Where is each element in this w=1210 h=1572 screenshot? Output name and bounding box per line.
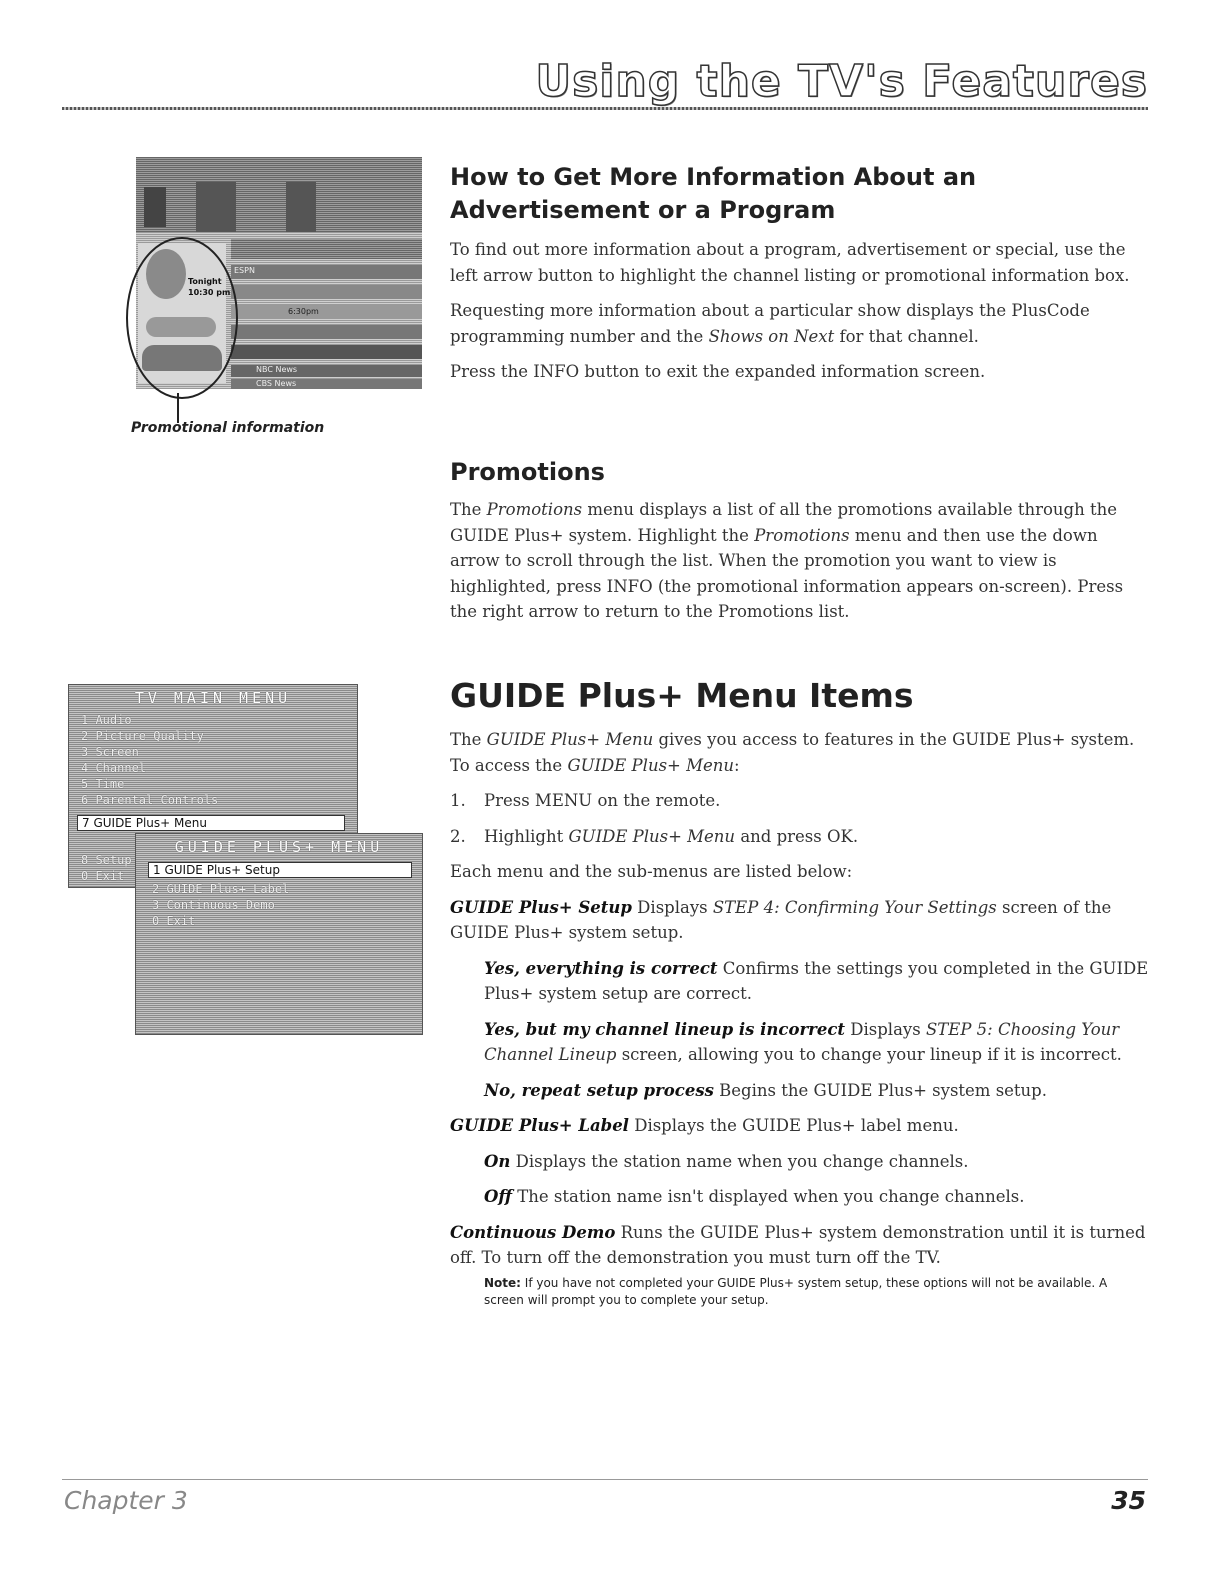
steps-list: [450, 788, 1150, 849]
menu-item: 0 Exit: [152, 914, 196, 928]
text: The: [450, 730, 487, 749]
menu-item: 0 Exit: [81, 869, 125, 883]
text: screen of the GUIDE Plus+ system setup.: [450, 897, 1112, 942]
menu-item-selected: 7 GUIDE Plus+ Menu: [77, 815, 345, 831]
menu-item: 6 Parental Controls: [81, 793, 219, 807]
menu-item: 3 Screen: [81, 745, 139, 759]
text: Confirms the settings you completed in the GUIDE Plus+ system setup are correct.: [484, 958, 1149, 1003]
menu-item: 3 Continuous Demo: [152, 898, 275, 912]
video-figure: [144, 187, 166, 227]
emphasis: GUIDE Plus+ Menu: [568, 826, 736, 846]
text: If you have not completed your GUIDE Plus+ system setup, these options will not be available. A screen will prompt you to complete your setup.: [484, 1275, 1108, 1307]
menu-entry-setup: [450, 895, 1150, 946]
time-label: 6:30pm: [288, 307, 319, 316]
emphasis: GUIDE Plus+ Menu: [567, 755, 735, 775]
listing-row: [231, 345, 422, 359]
paragraph: Each menu and the sub-menus are listed below:: [450, 862, 853, 881]
paragraph: [450, 727, 1150, 778]
text: Press MENU on the remote.: [484, 791, 721, 810]
page-number: 35: [1111, 1486, 1146, 1515]
step-number: 2.: [450, 826, 466, 846]
channel-label: CBS News: [256, 379, 297, 388]
emphasis: STEP 5: Choosing Your Channel Lineup: [484, 1019, 1120, 1064]
page-title: Using the TV's Features: [535, 56, 1148, 107]
text: screen, allowing you to change your lineup if it is incorrect.: [616, 1045, 1122, 1064]
text: and press OK.: [735, 826, 859, 846]
video-figure: [196, 182, 236, 232]
promo-highlight-circle: [126, 237, 238, 399]
menu-item: 2 GUIDE Plus+ Label: [152, 882, 290, 896]
term: Off: [484, 1187, 513, 1206]
text: Requesting more information about a particular show displays the PlusCode programming number and the: [450, 301, 1090, 346]
text: :: [734, 755, 740, 775]
text: Displays: [845, 1019, 926, 1039]
listing-row: [231, 325, 422, 339]
term: Yes, but my channel lineup is incorrect: [484, 1019, 846, 1039]
figure-caption: Promotional information: [131, 420, 325, 436]
section-more-info: [450, 161, 1150, 395]
menu-item-selected: 1 GUIDE Plus+ Setup: [148, 862, 412, 878]
text: Highlight: [484, 826, 569, 846]
channel-label: NBC News: [256, 365, 298, 374]
emphasis: STEP 4: Confirming Your Settings: [712, 897, 997, 917]
emphasis: GUIDE Plus+ Menu: [486, 730, 654, 749]
menu-item: 8 Setup: [81, 853, 132, 867]
menu-title: GUIDE PLUS+ MENU: [174, 838, 384, 856]
menu-item: 2 Picture Quality: [81, 729, 204, 743]
term: No, repeat setup process: [484, 1080, 714, 1100]
term: GUIDE Plus+ Label: [450, 1116, 629, 1135]
term: Continuous Demo: [450, 1222, 616, 1242]
section-guide-plus-menu: [450, 676, 1150, 1309]
menu-item: 5 Time: [81, 777, 125, 791]
promo-time: 10:30 pm: [188, 288, 231, 297]
note: [484, 1275, 1150, 1309]
text: for that channel.: [834, 326, 979, 346]
text: menu and then use the down arrow to scroll through the list. When the promotion you want to view is highlighted, press INFO (the promotional information appears on-screen). Press the right arrow to return to the Promotions list.: [450, 525, 1124, 621]
section-heading: How to Get More Information About an Advertisement or a Program: [450, 163, 977, 224]
listing-row: [231, 285, 422, 299]
menu-item: 4 Channel: [81, 761, 147, 775]
menu-item: 1 Audio: [81, 713, 132, 727]
section-promotions: [450, 456, 1150, 635]
paragraph: To find out more information about a program, advertisement or special, use the left arrow button to highlight the channel listing or promotional information box.: [450, 240, 1130, 285]
video-window: [136, 157, 422, 232]
video-figure: [286, 182, 316, 232]
menu-title: TV MAIN MENU: [134, 689, 292, 707]
step-item: [450, 824, 1150, 850]
header-rule: [62, 107, 1148, 110]
footer-rule: [62, 1479, 1148, 1480]
term: Yes, everything is correct: [484, 958, 718, 978]
note-label: Note:: [484, 1275, 521, 1290]
submenu-entry: [484, 1017, 1150, 1068]
text: gives you access to features in the GUIDE Plus+ system. To access the: [450, 730, 1135, 775]
chapter-label: Chapter 3: [64, 1486, 188, 1515]
submenu-entry: [484, 1078, 1150, 1104]
term: GUIDE Plus+ Setup: [450, 897, 632, 917]
step-number: 1.: [450, 791, 466, 810]
text: menu displays a list of all the promotions available through the GUIDE Plus+ system. Highlight the: [450, 500, 1117, 545]
text: Displays the GUIDE Plus+ label menu.: [628, 1116, 959, 1135]
section-heading: Promotions: [450, 458, 605, 486]
text: Runs the GUIDE Plus+ system demonstration until it is turned off. To turn off the demonstration you must turn off the TV.: [450, 1222, 1146, 1267]
promo-tonight: Tonight: [188, 277, 222, 286]
submenu-entry: [484, 1184, 1150, 1210]
submenu-entry: [484, 956, 1150, 1007]
text: The station name isn't displayed when you change channels.: [512, 1187, 1025, 1206]
menu-entry-demo: [450, 1220, 1150, 1271]
text: Begins the GUIDE Plus+ system setup.: [713, 1080, 1047, 1100]
step-item: [450, 788, 1150, 814]
section-heading: GUIDE Plus+ Menu Items: [450, 676, 914, 715]
text: Displays the station name when you change channels.: [510, 1151, 969, 1171]
paragraph: [450, 298, 1150, 349]
listing-row: [231, 305, 422, 319]
callout-line: [177, 393, 179, 423]
paragraph: [450, 497, 1150, 625]
emphasis: Promotions: [486, 500, 583, 519]
emphasis: Promotions: [754, 525, 850, 545]
channel-label: ESPN: [234, 266, 255, 275]
paragraph: Press the INFO button to exit the expanded information screen.: [450, 362, 986, 381]
submenu-entry: [484, 1149, 1150, 1175]
menu-entry-label: [450, 1113, 1150, 1139]
listing-row: [231, 265, 422, 279]
text: The: [450, 500, 487, 519]
guide-plus-submenu: [135, 833, 423, 1035]
term: On: [484, 1151, 511, 1171]
text: Displays: [631, 897, 713, 917]
emphasis: Shows on Next: [708, 326, 835, 346]
program-info-bar: [231, 239, 422, 259]
